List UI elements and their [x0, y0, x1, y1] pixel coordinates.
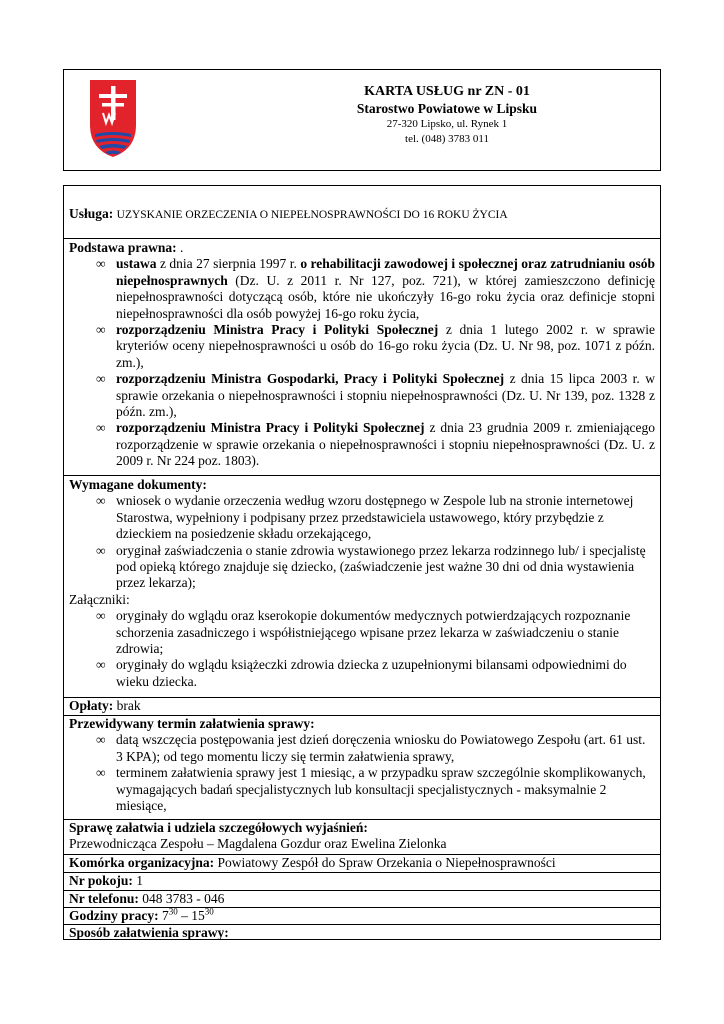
- handled-by-label: Sprawę załatwia i udziela szczegółowych wyjaśnień:: [69, 820, 368, 835]
- room-label: Nr pokoju:: [69, 873, 133, 888]
- method-label: Sposób załatwienia sprawy:: [69, 925, 229, 940]
- phone-value: 048 3783 - 046: [138, 891, 225, 906]
- fees-value: brak: [113, 698, 141, 713]
- required-doc-item: ∞ oryginał zaświadczenia o stanie zdrowia wystawionego przez lekarza rodzinnego lub/ i specjalistę pod opieką którego znajduje się dziecko, (zaświadczenie jest ważne 30 dni od dnia wystawienia przez lekarza);: [98, 543, 655, 592]
- office-phone: tel. (048) 3783 011: [405, 133, 489, 145]
- room-value: 1: [132, 873, 144, 888]
- legal-basis-label: Podstawa prawna:: [69, 240, 177, 255]
- fees-label: Opłaty:: [69, 698, 114, 713]
- method-row: [64, 925, 660, 940]
- legal-basis-item: ∞ rozporządzeniu Ministra Pracy i Polityki Społecznej z dnia 1 lutego 2002 r. w sprawie kryteriów oceny niepełnosprawności u osób do 16-go roku życia (Dz. U. Nr 98, poz. 1071 z późn. zm.),: [98, 322, 655, 371]
- card-title: KARTA USŁUG nr ZN - 01: [364, 84, 530, 99]
- office-address: 27-320 Lipsko, ul. Rynek 1: [386, 118, 508, 130]
- handled-by-row: [64, 820, 660, 855]
- legal-basis-row: [64, 239, 660, 476]
- service-label: Usługa:: [69, 206, 114, 221]
- required-docs-label: Wymagane dokumenty:: [69, 477, 207, 492]
- unit-label: Komórka organizacyjna:: [69, 855, 215, 870]
- hours-label: Godziny pracy:: [69, 908, 159, 923]
- unit-row: [64, 855, 660, 873]
- phone-label: Nr telefonu:: [69, 891, 139, 906]
- service-row: [64, 186, 660, 239]
- unit-value: Powiatowy Zespół do Spraw Orzekania o Niepełnosprawności: [214, 855, 556, 870]
- legal-basis-suffix: .: [176, 240, 184, 255]
- deadline-item: ∞ terminem załatwienia sprawy jest 1 miesiąc, a w przypadku spraw szczególnie skomplikowanych, wymagających badań specjalistycznych lub konsultacji specjalistycznych - maksymalnie 2 miesiące,: [98, 765, 655, 814]
- attachment-item: ∞ oryginały do wglądu oraz kserokopie dokumentów medycznych potwierdzających rozpoznanie schorzenia zasadniczego i współistniejącego wpisane przez lekarza w zaświadczeniu o stanie zdrowia;: [98, 608, 655, 657]
- deadline-label: Przewidywany termin załatwienia sprawy:: [69, 716, 315, 731]
- required-docs-row: [64, 476, 660, 698]
- attachment-item: ∞ oryginały do wglądu książeczki zdrowia dziecka z uzupełnionymi bilansami odpowiednimi do wieku dziecka.: [98, 657, 655, 690]
- service-table: [63, 185, 661, 940]
- room-row: [64, 873, 660, 891]
- powiat-crest-logo: [89, 79, 137, 158]
- deadline-item: ∞ datą wszczęcia postępowania jest dzień doręczenia wniosku do Powiatowego Zespołu (art. 61 ust. 3 KPA); od tego momentu liczy się termin załatwienia sprawy,: [98, 732, 655, 765]
- required-doc-item: ∞ wniosek o wydanie orzeczenia według wzoru dostępnego w Zespole lub na stronie internetowej Starostwa, wypełniony i podpisany przez przedstawiciela ustawowego, który przybędzie z dzieckiem na posiedzenie składu orzekającego,: [98, 493, 655, 542]
- deadline-row: [64, 716, 660, 820]
- fees-row: [64, 698, 660, 716]
- phone-row: [64, 891, 660, 908]
- legal-basis-item: ∞ rozporządzeniu Ministra Pracy i Polityki Społecznej z dnia 23 grudnia 2009 r. zmieniającego rozporządzenie w sprawie orzekania o niepełnosprawności i stopniu niepełnosprawności (Dz. U. z 2009 r. Nr 224 poz. 1803).: [98, 420, 655, 469]
- legal-basis-item: ∞ rozporządzeniu Ministra Gospodarki, Pracy i Polityki Społecznej z dnia 15 lipca 2003 r. w sprawie orzekania o niepełnosprawności i stopniu niepełnosprawności (Dz. U. Nr 139, poz. 1328 z późn. zm.),: [98, 371, 655, 420]
- header-box: [63, 69, 661, 171]
- hours-row: [64, 908, 660, 925]
- office-name: Starostwo Powiatowe w Lipsku: [356, 101, 538, 116]
- attachments-label: Załączniki:: [69, 591, 130, 607]
- service-value: UZYSKANIE ORZECZENIA O NIEPEŁNOSPRAWNOŚCI DO 16 ROKU ŻYCIA: [116, 209, 508, 221]
- handled-by-value: Przewodnicząca Zespołu – Magdalena Gozdur oraz Ewelina Zielonka: [69, 836, 447, 852]
- hours-value: $7^{30} - 15^{30}$: [158, 906, 214, 923]
- legal-basis-item: ∞ ustawa z dnia 27 sierpnia 1997 r. o rehabilitacji zawodowej i społecznej oraz zatrudnianiu osób niepełnosprawnych (Dz. U. z 2011 r. Nr 127, poz. 721), w której zamieszczono definicję niepełnosprawności dotyczącą osób, które nie ukończyły 16-go roku życia oraz definicje stopni niepełnosprawności dla osób powyżej 16-go roku życia,: [98, 256, 655, 322]
